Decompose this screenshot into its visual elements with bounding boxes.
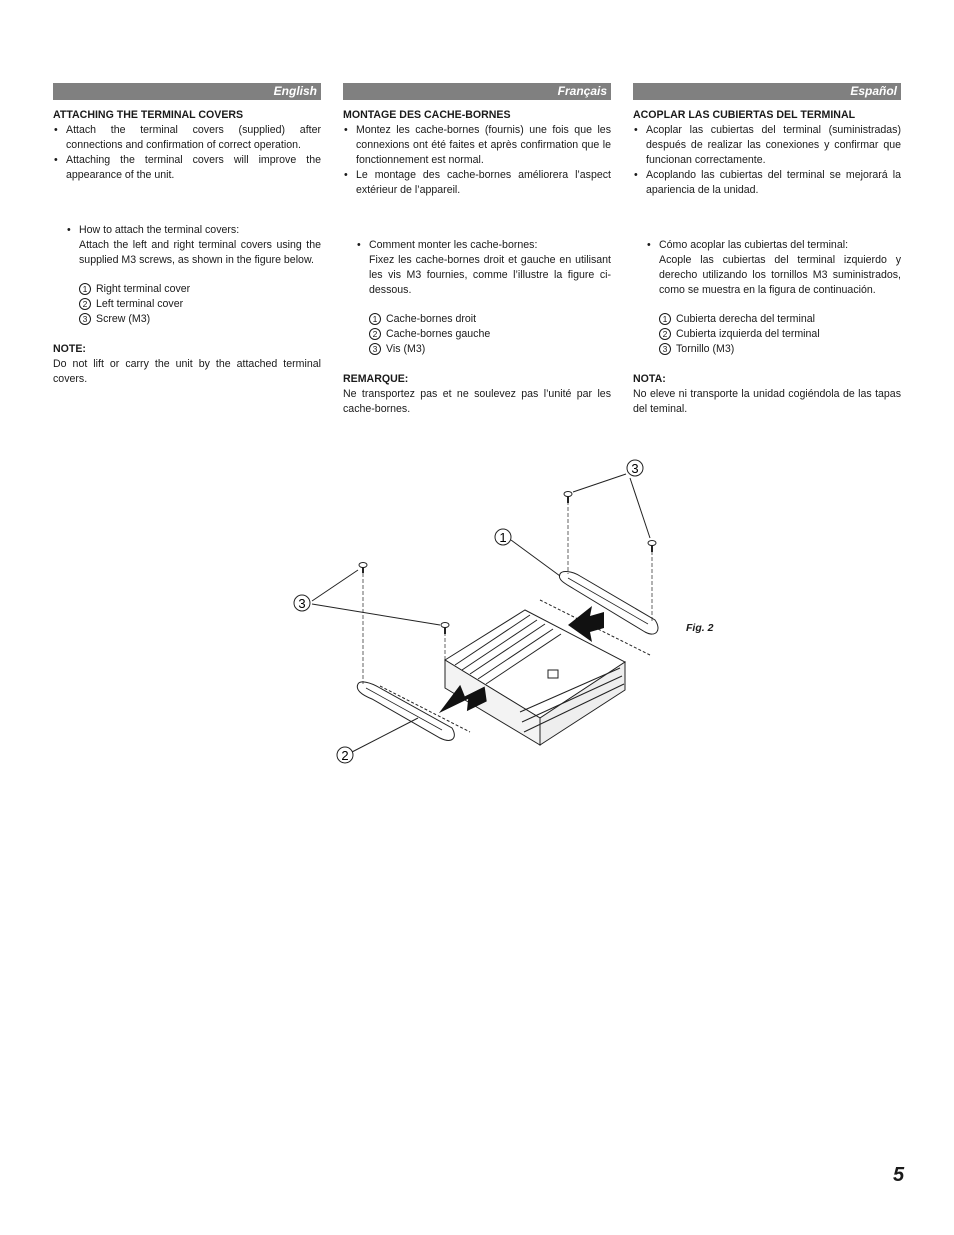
language-header: English [53,83,321,100]
leader-line [312,570,358,601]
part-item [369,327,611,342]
figure-label: Fig. 2 [686,622,714,634]
bullet-item: • Acoplando las cubiertas del terminal se mejorará la apariencia de la unidad. [633,168,901,198]
parts-list [343,312,611,357]
note-title: NOTA: [633,373,666,385]
part-number: 3 [369,343,381,355]
part-number: 2 [659,328,671,340]
part-number: 1 [659,313,671,325]
column-spanish [633,83,901,417]
part-number: 1 [79,283,91,295]
parts-list [53,282,321,327]
part-item [659,312,901,327]
part-number: 3 [79,313,91,325]
howto-item [343,238,611,298]
leader-line [312,604,440,625]
callout-number: 3 [631,461,639,476]
note-text: No eleve ni transporte la unidad cogiéndola de las tapas del teminal. [633,388,901,415]
column-french [343,83,611,417]
terminal-cover-figure [285,455,685,775]
part-item [369,312,611,327]
callout-number: 3 [298,596,306,611]
note-title: REMARQUE: [343,373,409,385]
howto-title: • How to attach the terminal covers: [79,224,240,236]
page-number: 5 [893,1164,905,1186]
left-terminal-cover [357,682,454,740]
part-label: Left terminal cover [96,298,184,310]
bullet-item: • Attach the terminal covers (supplied) after connections and confirmation of correct operation. [53,123,321,153]
part-label: Cubierta derecha del terminal [676,313,815,325]
section-heading: ATTACHING THE TERMINAL COVERS [53,109,244,121]
part-item [369,342,611,357]
part-label: Screw (M3) [96,313,151,325]
howto-text: Acople las cubiertas del terminal izquierdo y derecho utilizando los tornillos M3 suministrados, como se muestra en la figura de continuación. [659,254,901,296]
part-number: 1 [369,313,381,325]
howto-title: • Cómo acoplar las cubiertas del terminal: [659,239,849,251]
screw-icon [648,541,656,623]
column-english [53,83,321,387]
section-heading: MONTAGE DES CACHE-BORNES [343,109,511,121]
part-label: Cache-bornes gauche [386,328,491,340]
bullet-item: • Attaching the terminal covers will improve the appearance of the unit. [53,153,321,183]
screw-icon [564,492,572,575]
part-label: Vis (M3) [386,343,426,355]
part-label: Tornillo (M3) [676,343,735,355]
bullet-list [633,123,901,198]
part-number: 2 [79,298,91,310]
howto-item [633,238,901,298]
howto-title: • Comment monter les cache-bornes: [369,239,538,251]
amplifier-body [445,610,625,745]
screw-icon [441,623,449,663]
section-heading: ACOPLAR LAS CUBIERTAS DEL TERMINAL [633,109,856,121]
leader-line [511,540,560,576]
language-header: Français [343,83,611,100]
howto-item [53,223,321,268]
howto-text: Attach the left and right terminal covers using the supplied M3 screws, as shown in the figure below. [79,239,321,266]
howto-text: Fixez les cache-bornes droit et gauche en utilisant les vis M3 fournies, comme l’illustre la figure ci-dessous. [369,254,611,296]
part-label: Right terminal cover [96,283,191,295]
screw-icon [359,563,367,685]
language-header: Español [633,83,901,100]
parts-list [633,312,901,357]
leader-line [573,474,626,492]
bullet-item: • Montez les cache-bornes (fournis) une fois que les connexions ont été faites et après confirmation que le fonctionnement est normal. [343,123,611,168]
note-title: NOTE: [53,343,86,355]
part-label: Cubierta izquierda del terminal [676,328,820,340]
leader-line [352,718,418,752]
part-number: 2 [369,328,381,340]
part-item [79,312,321,327]
note-text: Ne transportez pas et ne soulevez pas l’unité par les cache-bornes. [343,388,611,415]
part-label: Cache-bornes droit [386,313,477,325]
part-item [79,282,321,297]
part-item [659,342,901,357]
part-item [659,327,901,342]
bullet-list [53,123,321,183]
callout-number: 2 [341,748,349,763]
bullet-item: • Acoplar las cubiertas del terminal (suministradas) después de realizar las conexiones y confirmar que funcionan correctamente. [633,123,901,168]
callout-number: 1 [499,530,507,545]
part-number: 3 [659,343,671,355]
bullet-item: • Le montage des cache-bornes améliorera l’aspect extérieur de l’appareil. [343,168,611,198]
part-item [79,297,321,312]
leader-line [630,478,650,538]
bullet-list [343,123,611,198]
note-text: Do not lift or carry the unit by the attached terminal covers. [53,358,321,385]
